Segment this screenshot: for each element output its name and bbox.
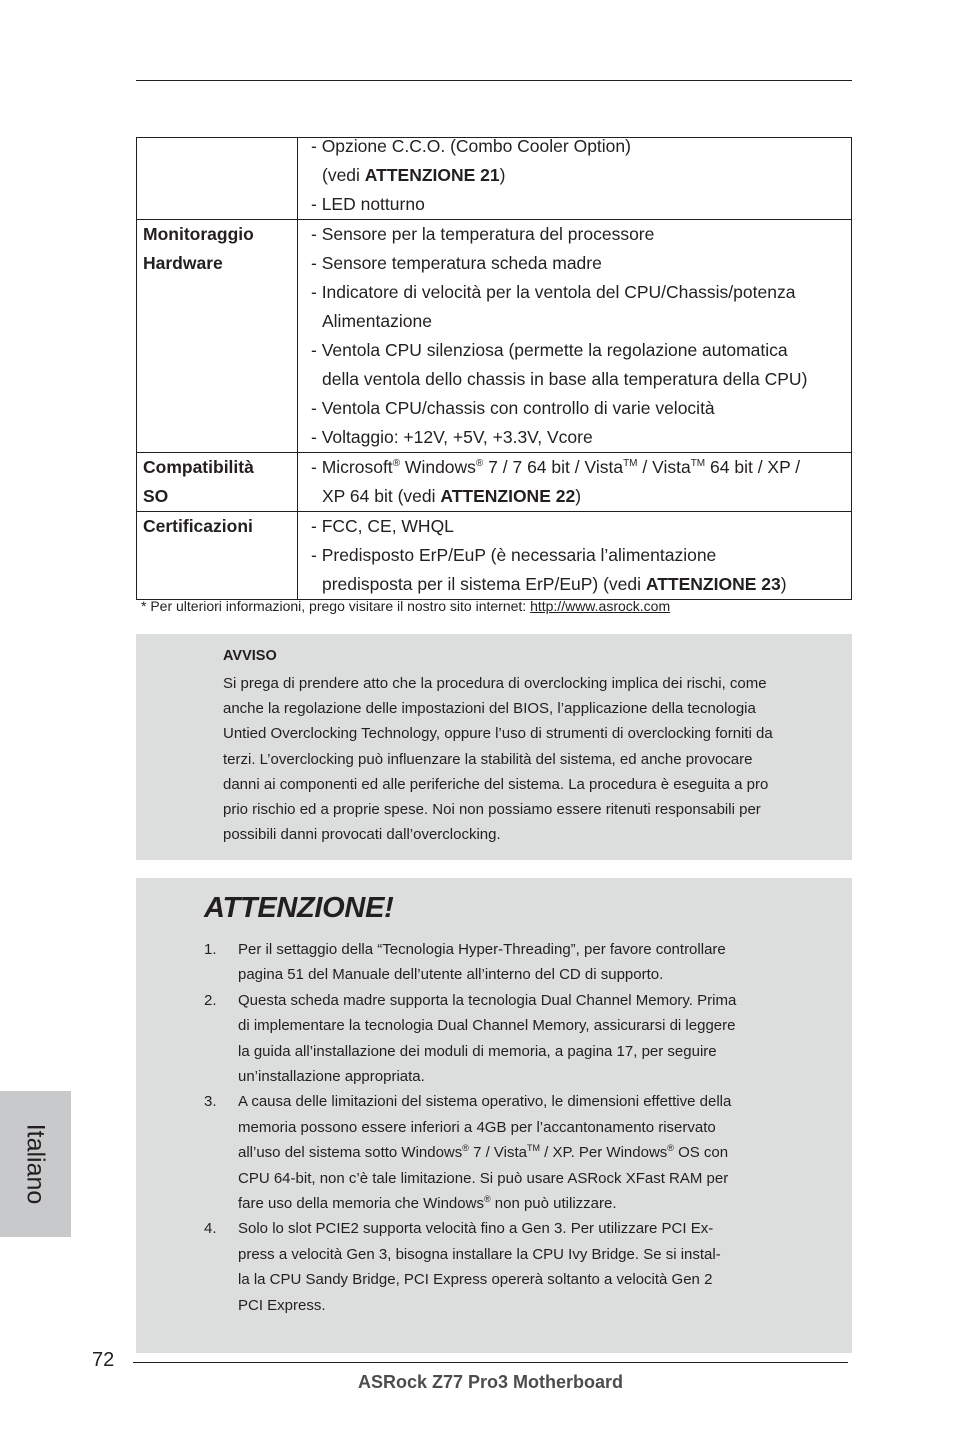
- text-run: Per il settaggio della “Tecnologia Hyper-Threading”, per favore controllare: [238, 941, 726, 958]
- text-run: la la CPU Sandy Bridge, PCI Express opererà soltanto a velocità Gen 2: [238, 1271, 713, 1289]
- text-run: - Ventola CPU/chassis con controllo di varie velocità: [311, 398, 715, 418]
- spec-value-line: [311, 453, 851, 482]
- attention-item-line: [238, 1089, 804, 1114]
- text-run: - Sensore temperatura scheda madre: [311, 253, 602, 273]
- text-run: 7 / Vista: [468, 1144, 527, 1162]
- spec-table-body: [137, 138, 852, 600]
- spec-label-cell: [137, 220, 298, 453]
- spec-value-line: [311, 190, 851, 219]
- attention-item-line: [238, 1064, 804, 1089]
- attention-item-line: [238, 962, 804, 987]
- attention-item-number: 2.: [204, 991, 217, 1009]
- superscript-mark: ®: [475, 458, 484, 469]
- text-run: - Microsoft: [311, 457, 393, 477]
- spec-label: Compatibilità: [143, 457, 254, 477]
- spec-value-line: [311, 365, 851, 394]
- footnote-text: * Per ulteriori informazioni, prego visitare il nostro sito internet:: [141, 598, 531, 614]
- text-run: - Opzione C.C.O. (Combo Cooler Option): [311, 136, 631, 156]
- spec-value-line: [311, 220, 851, 249]
- website-link[interactable]: http://www.asrock.com: [530, 598, 671, 614]
- notice-line: possibili danni provocati dall’overclocking.: [223, 826, 501, 844]
- notice-line: terzi. L’overclocking può influenzare la stabilità del sistema, ed anche provocare: [223, 750, 753, 768]
- text-run: / Vista: [637, 457, 691, 477]
- spec-row: [137, 453, 852, 512]
- spec-table: [136, 137, 852, 600]
- footnote: [141, 597, 670, 615]
- text-run: - Indicatore di velocità per la ventola del CPU/Chassis/potenza: [311, 282, 796, 302]
- text-run: pagina 51 del Manuale dell’utente all’interno del CD di supporto.: [238, 966, 664, 984]
- superscript-mark: TM: [623, 458, 638, 469]
- superscript-mark: TM: [527, 1143, 540, 1154]
- spec-label-cell: [137, 138, 298, 220]
- attention-item-line: [238, 1166, 804, 1191]
- text-run: la guida all’installazione dei moduli di memoria, a pagina 17, per seguire: [238, 1042, 717, 1060]
- notice-line: Untied Overclocking Technology, oppure l’uso di strumenti di overclocking forniti da: [223, 725, 773, 743]
- text-run: ): [575, 486, 582, 506]
- attention-item-line: [238, 1242, 804, 1267]
- text-run: / XP. Per Windows: [540, 1144, 668, 1162]
- text-run: press a velocità Gen 3, bisogna installare la CPU Ivy Bridge. Se si instal-: [238, 1245, 721, 1263]
- text-run: - Ventola CPU silenziosa (permette la regolazione automatica: [311, 340, 788, 360]
- notice-line: prio rischio ed a proprie spese. Noi non possiamo essere ritenuti responsabili per: [223, 801, 761, 819]
- spec-value-line: [311, 336, 851, 365]
- attention-item-number: 4.: [204, 1220, 217, 1238]
- text-run: un’installazione appropriata.: [238, 1068, 425, 1086]
- text-run: memoria possono essere inferiori a 4GB per l’accantonamento riservato: [238, 1118, 716, 1136]
- footer-title: ASRock Z77 Pro3 Motherboard: [358, 1372, 624, 1392]
- notice-line: anche la regolazione delle impostazioni del BIOS, l’applicazione della tecnologia: [223, 700, 756, 718]
- spec-value-line: [311, 482, 851, 511]
- attention-item-line: [238, 1191, 804, 1216]
- text-run: 64 bit / XP /: [705, 457, 801, 477]
- text-run: - LED notturno: [311, 194, 425, 214]
- attention-item-line: [238, 1140, 804, 1165]
- notice-box: [136, 634, 852, 860]
- attention-item-line: [238, 937, 804, 962]
- spec-value-line: [311, 512, 851, 541]
- spec-value-cell: [298, 453, 852, 512]
- page-number: 72: [92, 1349, 115, 1371]
- text-run: fare uso della memoria che Windows: [238, 1195, 484, 1213]
- text-run: all’uso del sistema sotto Windows: [238, 1144, 463, 1162]
- top-rule: [136, 80, 852, 81]
- attention-item-line: [238, 1115, 804, 1140]
- spec-label: SO: [143, 486, 169, 506]
- text-run: ): [780, 574, 787, 594]
- text-run: Solo lo slot PCIE2 supporta velocità fino a Gen 3. Per utilizzare PCI Ex-: [238, 1220, 714, 1238]
- attention-item-number: 3.: [204, 1093, 217, 1111]
- superscript-mark: ®: [392, 458, 401, 469]
- notice-line: Si prega di prendere atto che la procedura di overclocking implica dei rischi, come: [223, 675, 767, 692]
- spec-row: [137, 138, 852, 220]
- attention-item-line: [238, 988, 804, 1013]
- spec-label-cell: [137, 453, 298, 512]
- attention-item: [204, 937, 804, 988]
- text-run: - Sensore per la temperatura del processore: [311, 224, 655, 244]
- notice-line: danni ai componenti ed alle periferiche del sistema. La procedura è eseguita a pro: [223, 775, 769, 793]
- bold-reference: ATTENZIONE 21: [364, 165, 500, 185]
- attention-list: [204, 937, 804, 1318]
- bottom-rule: [133, 1362, 848, 1363]
- text-run: CPU 64-bit, non c’è tale limitazione. Si può usare ASRock XFast RAM per: [238, 1169, 729, 1187]
- superscript-mark: ®: [462, 1143, 469, 1154]
- spec-value-line: [311, 570, 851, 599]
- attention-item-line: [238, 1013, 804, 1038]
- notice-text: [223, 671, 848, 847]
- spec-label: Hardware: [143, 253, 223, 273]
- attention-item-line: [238, 1293, 804, 1318]
- text-run: 7 / 7 64 bit / Vista: [483, 457, 624, 477]
- text-run: predisposta per il sistema ErP/EuP) (vedi: [322, 574, 646, 594]
- language-side-tab: [0, 1091, 71, 1237]
- attention-item: [204, 1089, 804, 1216]
- superscript-mark: ®: [483, 1194, 491, 1205]
- spec-row: [137, 220, 852, 453]
- superscript-mark: TM: [690, 458, 706, 469]
- spec-value-line: [311, 394, 851, 423]
- text-run: OS con: [673, 1144, 729, 1162]
- attention-item-line: [238, 1267, 804, 1292]
- text-run: PCI Express.: [238, 1296, 326, 1314]
- superscript-mark: ®: [667, 1143, 674, 1154]
- spec-value-line: [311, 161, 851, 190]
- spec-value-cell: [298, 512, 852, 600]
- attention-item-line: [238, 1039, 804, 1064]
- attention-box: [136, 878, 852, 1353]
- spec-label-cell: [137, 512, 298, 600]
- text-run: Questa scheda madre supporta la tecnologia Dual Channel Memory. Prima: [238, 991, 737, 1009]
- text-run: - FCC, CE, WHQL: [311, 516, 454, 536]
- spec-value-line: [311, 541, 851, 570]
- language-label: Italiano: [21, 1123, 50, 1205]
- text-run: della ventola dello chassis in base alla temperatura della CPU): [322, 369, 808, 389]
- spec-value-line: [311, 278, 851, 307]
- text-run: (vedi: [322, 165, 365, 185]
- spec-label: Monitoraggio: [143, 224, 254, 244]
- bold-reference: ATTENZIONE 22: [440, 486, 576, 506]
- attention-item: [204, 1216, 804, 1318]
- spec-value-line: [311, 249, 851, 278]
- spec-row: [137, 512, 852, 600]
- bold-reference: ATTENZIONE 23: [645, 574, 781, 594]
- text-run: di implementare la tecnologia Dual Channel Memory, assicurarsi di leggere: [238, 1017, 736, 1035]
- text-run: Windows: [400, 457, 476, 477]
- spec-value-line: [311, 132, 851, 161]
- spec-label: Certificazioni: [143, 516, 253, 536]
- text-run: ): [499, 165, 506, 185]
- text-run: Alimentazione: [322, 311, 432, 331]
- attention-item-number: 1.: [204, 941, 217, 958]
- text-run: - Voltaggio: +12V, +5V, +3.3V, Vcore: [311, 427, 593, 447]
- attention-item: [204, 988, 804, 1090]
- text-run: XP 64 bit (vedi: [322, 486, 441, 506]
- spec-value-line: [311, 423, 851, 452]
- attention-item-line: [238, 1216, 804, 1241]
- text-run: non può utilizzare.: [490, 1195, 617, 1213]
- spec-value-line: [311, 307, 851, 336]
- text-run: A causa delle limitazioni del sistema operativo, le dimensioni effettive della: [238, 1093, 732, 1111]
- attention-title: ATTENZIONE!: [204, 892, 394, 924]
- notice-title: AVVISO: [223, 648, 277, 664]
- spec-value-cell: [298, 220, 852, 453]
- spec-value-cell: [298, 138, 852, 220]
- text-run: - Predisposto ErP/EuP (è necessaria l’alimentazione: [311, 545, 717, 565]
